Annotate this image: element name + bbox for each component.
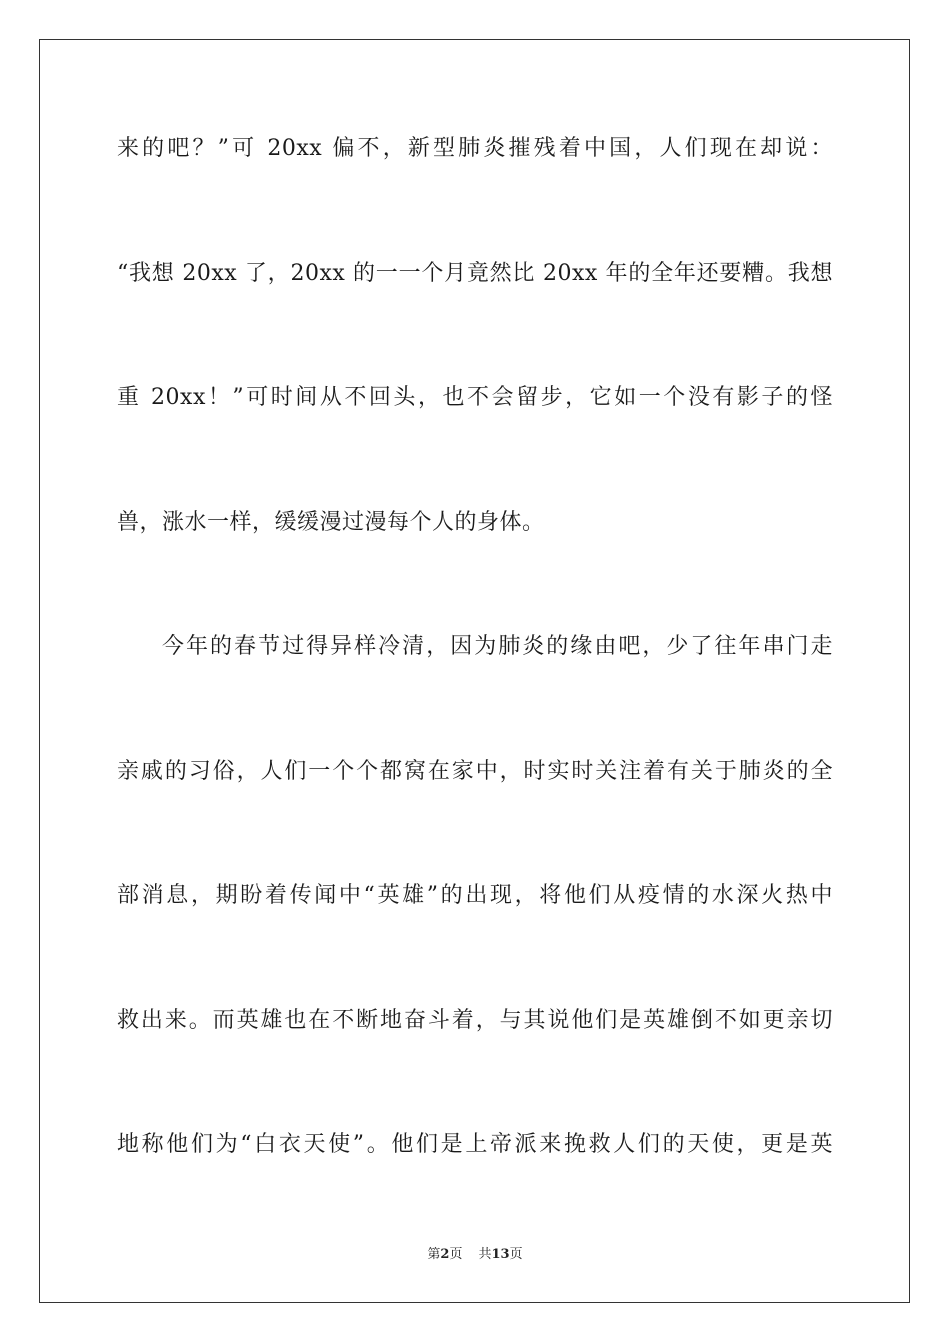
total-prefix: 共 xyxy=(478,1247,492,1262)
paragraph-line-8: 救出来。而英雄也在不断地奋斗着，与其说他们是英雄倒不如更亲切 xyxy=(117,1008,833,1033)
page-number: 2 xyxy=(440,1247,450,1262)
total-pages: 13 xyxy=(491,1247,510,1262)
paragraph-line-7: 部消息，期盼着传闻中“英雄”的出现，将他们从疫情的水深火热中 xyxy=(117,883,833,908)
total-suffix: 页 xyxy=(509,1247,523,1262)
paragraph-line-3: 重 20xx！”可时间从不回头，也不会留步，它如一个没有影子的怪 xyxy=(117,385,833,410)
paragraph-line-9: 地称他们为“白衣天使”。他们是上帝派来挽救人们的天使，更是英 xyxy=(117,1132,833,1157)
page-footer xyxy=(0,1246,950,1264)
page-suffix: 页 xyxy=(449,1247,463,1262)
page-border xyxy=(39,39,910,1303)
page-prefix: 第 xyxy=(427,1247,441,1262)
paragraph-line-4: 兽，涨水一样，缓缓漫过漫每个人的身体。 xyxy=(117,510,545,535)
paragraph-line-1: 来的吧？”可 20xx 偏不，新型肺炎摧残着中国，人们现在却说： xyxy=(117,136,833,161)
paragraph-line-2: “我想 20xx 了，20xx 的一一个月竟然比 20xx 年的全年还要糟。我想 xyxy=(117,261,833,286)
paragraph-line-5: 今年的春节过得异样冷清，因为肺炎的缘由吧，少了往年串门走 xyxy=(162,634,833,659)
paragraph-line-6: 亲戚的习俗，人们一个个都窝在家中，时实时关注着有关于肺炎的全 xyxy=(117,759,833,784)
